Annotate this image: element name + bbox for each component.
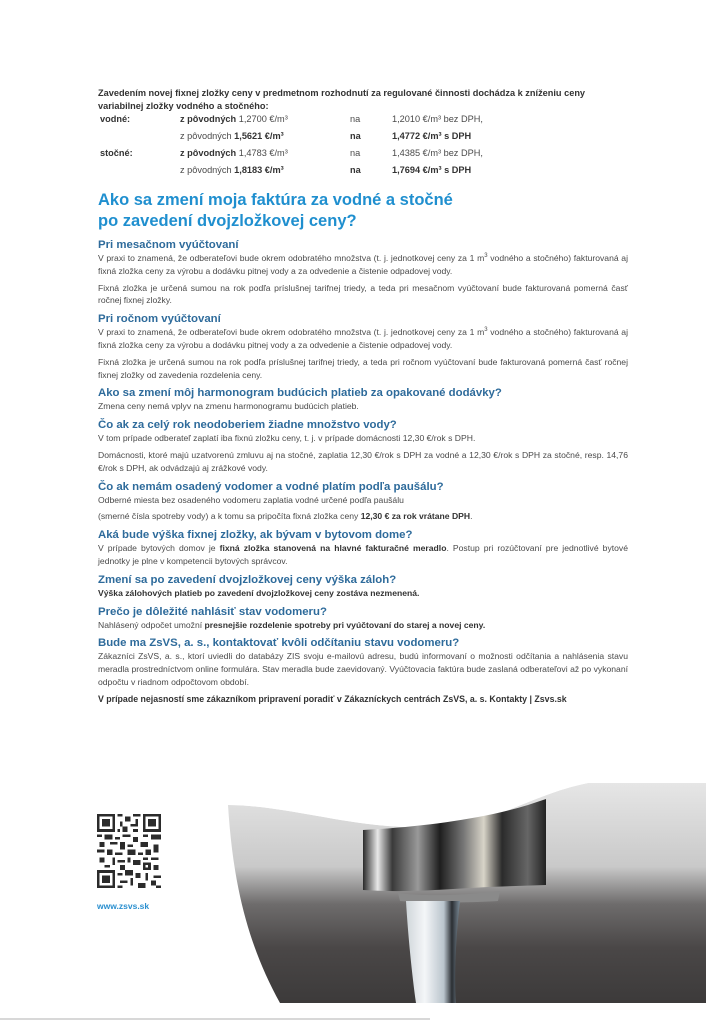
table-row	[98, 148, 628, 165]
main-title	[98, 190, 628, 232]
section-no-water	[98, 418, 628, 474]
text-part: V praxi to znamená, že odberateľovi bude okrem odobratého množstva (t. j. jednotkovej ceny za 1 m	[98, 253, 485, 263]
bold-text: 12,30 € za rok vrátane DPH	[360, 511, 471, 522]
text-part: V praxi to znamená, že odberateľovi bude okrem odobratého množstva (t. j. jednotkovej ceny za 1 m	[98, 327, 485, 338]
from-price	[180, 131, 284, 141]
na-label: na	[350, 148, 361, 158]
section-paragraph: Zmena ceny nemá vplyv na zmenu harmonogramu budúcich platieb.	[98, 401, 359, 412]
from-value: 1,4783 €/m³	[238, 148, 288, 158]
contact-note: V prípade nejasností sme zákazníkom pripravení poradiť v Zákazníckych centrách ZsVS, a. s. Kontakty | Zsvs.sk	[98, 693, 567, 704]
from-price	[180, 165, 284, 175]
section-schedule	[98, 386, 628, 413]
na-label: na	[350, 131, 361, 141]
to-price: 1,4772 €/m³ s DPH	[392, 131, 472, 141]
row-label: stočné:	[100, 148, 133, 158]
section-heading: Čo ak nemám osadený vodomer a vodné platím podľa paušálu?	[98, 480, 444, 493]
from-prefix: z pôvodných	[180, 148, 237, 158]
section-paragraph: Odberné miesta bez osadeného vodomeru zaplatia vodné určené podľa paušálu	[98, 494, 404, 505]
qr-code-icon[interactable]	[97, 812, 161, 890]
section-monthly	[98, 238, 628, 307]
main-title-line1: Ako sa zmení moja faktúra za vodné a stočné	[98, 191, 453, 209]
superscript: 3	[484, 253, 488, 260]
section-paragraph: V tom prípade odberateľ zaplatí iba fixnú zložku ceny, t. j. v prípade domácnosti 12,30 €/rok s DPH.	[98, 433, 476, 444]
price-table	[98, 114, 628, 182]
website-link[interactable]: www.zsvs.sk	[97, 901, 150, 911]
from-price	[180, 114, 288, 124]
section-apartment	[98, 528, 628, 568]
section-paragraph	[98, 619, 628, 632]
from-value: 1,5621 €/m³	[234, 131, 284, 141]
section-heading: Zmení sa po zavedení dvojzložkovej ceny výška záloh?	[98, 573, 397, 586]
section-contact	[98, 636, 628, 705]
from-prefix: z pôvodných	[180, 114, 237, 124]
table-row	[98, 131, 628, 148]
from-value: 1,2700 €/m³	[238, 114, 288, 124]
from-price	[180, 148, 288, 158]
row-label: vodné:	[100, 114, 131, 124]
section-heading: Čo ak za celý rok neodoberiem žiadne množstvo vody?	[98, 419, 397, 432]
intro-text: Zavedením novej fixnej zložky ceny v predmetnom rozhodnutí za regulované činnosti dochádza k zníženiu ceny variabilnej zložky vodného a stočného:	[98, 88, 586, 111]
water-tap-photo	[228, 775, 706, 1003]
section-paragraph	[98, 252, 628, 278]
section-heading: Aká bude výška fixnej zložky, ak bývam v bytovom dome?	[98, 529, 413, 542]
na-label: na	[350, 165, 361, 175]
from-prefix: z pôvodných	[180, 131, 232, 141]
superscript: 3	[484, 327, 488, 334]
section-paragraph	[98, 542, 628, 568]
from-prefix: z pôvodných	[180, 165, 232, 175]
section-deposits	[98, 573, 628, 600]
section-paragraph: Fixná zložka je určená sumou na rok podľa príslušnej tarifnej triedy, a teda pri ročnom vyúčtovaní bude fakturovaná pomerná časť ročnej fixnej zložky od zavedenia rozdelenia ceny.	[98, 356, 628, 380]
section-heading: Bude ma ZsVS, a. s., kontaktovať kvôli odčítaniu stavu vodomeru?	[98, 637, 460, 650]
table-row	[98, 165, 628, 182]
page-divider	[0, 1018, 430, 1020]
text-part: V prípade bytových domov je	[98, 543, 220, 554]
section-yearly	[98, 312, 628, 381]
text-part: . Postup pri rozúčtovaní pre jednotlivé bytové jednotky je plne v kompetencii bytových správcov.	[98, 543, 628, 566]
section-no-meter	[98, 480, 628, 524]
section-heading: Pri mesačnom vyúčtovaní	[98, 239, 239, 251]
section-paragraph: Fixná zložka je určená sumou na rok podľa príslušnej tarifnej triedy, a teda pri mesačnom vyúčtovaní bude fakturovaná pomerná časť ročnej fixnej zložky.	[98, 282, 628, 306]
section-paragraph: Výška zálohových platieb po zavedení dvojzložkovej ceny zostáva nezmenená.	[98, 587, 420, 598]
text-part: (smerné čísla spotreby vody) a k tomu sa pripočíta fixná zložka ceny	[98, 511, 361, 522]
to-price: 1,4385 €/m³ bez DPH,	[392, 148, 483, 158]
na-label: na	[350, 114, 361, 124]
main-title-line2: po zavedení dvojzložkovej ceny?	[98, 212, 357, 230]
section-meter-report	[98, 605, 628, 632]
text-part: Nahlásený odpočet umožní	[98, 619, 205, 630]
section-paragraph	[98, 510, 628, 523]
to-price: 1,2010 €/m³ bez DPH,	[392, 114, 483, 124]
section-heading: Ako sa zmení môj harmonogram budúcich platieb za opakované dodávky?	[98, 387, 502, 400]
section-paragraph: Domácnosti, ktoré majú uzatvorenú zmluvu aj na stočné, zaplatia 12,30 €/rok s DPH za vodné a 12,30 €/rok s DPH za stočné, resp. 14,76 €/rok s DPH, ak odvádzajú aj zrážkové vody.	[98, 449, 628, 473]
to-price: 1,7694 €/m³ s DPH	[392, 165, 472, 175]
text-part: vodného a stočného) fakturovaná aj fixná zložka ceny za výrobu a dodávku pitnej vody a za odvedenie a čistenie odpadovej vody.	[98, 253, 628, 276]
section-paragraph: Zákazníci ZsVS, a. s., ktorí uviedli do databázy ZIS svoju e-mailovú adresu, budú informovaní o možnosti odčítania a nahlásenia stavu meradla prostredníctvom online formulára. Stav meradla bude zaevidovaný. Vyúčtovacia faktúra bude zaslaná odberateľovi až po vykonaní odpočtu v riadnom odpočtovom období.	[98, 651, 628, 687]
section-heading: Prečo je dôležité nahlásiť stav vodomeru?	[98, 605, 327, 618]
text-part: vodného a stočného) fakturovaná aj fixná zložka ceny za výrobu a dodávku pitnej vody a za odvedenie a čistenie odpadovej vody.	[98, 327, 628, 350]
table-row	[98, 114, 628, 131]
faq-sections	[98, 238, 628, 711]
section-paragraph	[98, 326, 628, 352]
from-value: 1,8183 €/m³	[234, 165, 284, 175]
bold-text: fixná zložka stanovená na hlavné fakturačné meradlo	[219, 543, 447, 554]
section-heading: Pri ročnom vyúčtovaní	[98, 313, 221, 326]
bold-text: presnejšie rozdelenie spotreby pri vyúčtovaní do starej a novej ceny.	[204, 619, 486, 630]
text-part: .	[470, 511, 473, 522]
